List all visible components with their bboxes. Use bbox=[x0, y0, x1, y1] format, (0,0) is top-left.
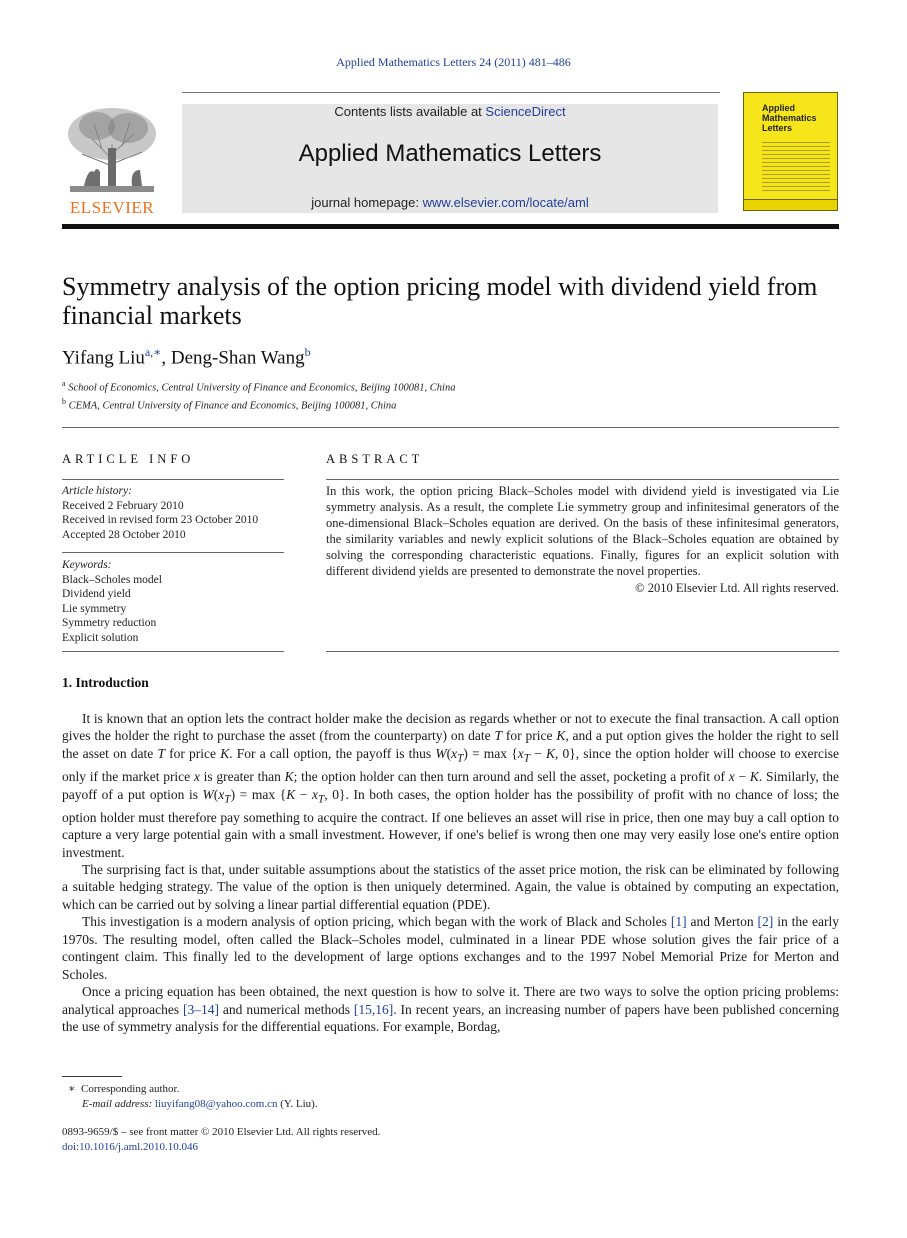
affiliation-b-text: CEMA, Central University of Finance and Economics, Beijing 100081, China bbox=[68, 400, 397, 412]
affiliation-b bbox=[62, 397, 396, 412]
keyword: Symmetry reduction bbox=[62, 617, 157, 629]
abstract-text: In this work, the option pricing Black–Scholes model with dividend yield is investigated via Lie symmetry analysis. As a result, the complete Lie symmetry group and infinitesimal generators of the one-dimensional Black–Scholes equation are derived. On the basis of these infinitesimal generators, the similarity variables and newly explicit solutions of the Black–Scholes equation are obtained by solving the corresponding characteristic equations. Finally, figures for an explicit solution with different dividend yields are presented to demonstrate the novel properties. bbox=[326, 484, 839, 579]
article-title: Symmetry analysis of the option pricing model with dividend yield from financial markets bbox=[62, 272, 818, 330]
keyword: Lie symmetry bbox=[62, 602, 127, 615]
affiliation-a-text: School of Economics, Central University of Finance and Economics, Beijing 100081, China bbox=[68, 382, 456, 394]
email-suffix: (Y. Liu). bbox=[277, 1098, 318, 1110]
homepage-link[interactable]: www.elsevier.com/locate/aml bbox=[422, 195, 589, 210]
doi-link[interactable]: doi:10.1016/j.aml.2010.10.046 bbox=[62, 1141, 198, 1153]
keywords bbox=[62, 558, 284, 645]
email-label: E-mail address: bbox=[82, 1098, 153, 1110]
homepage-line bbox=[182, 195, 718, 210]
affiliation-a-mark: a bbox=[62, 379, 66, 388]
homepage-prefix: journal homepage: bbox=[311, 195, 423, 210]
author-list bbox=[62, 345, 311, 369]
author-2-affil-mark[interactable]: b bbox=[304, 345, 311, 359]
author-1: Yifang Liu bbox=[62, 347, 145, 369]
history-item: Accepted 28 October 2010 bbox=[62, 528, 186, 541]
journal-cover-thumbnail[interactable] bbox=[743, 92, 838, 211]
citation-link[interactable]: [1] bbox=[670, 914, 687, 930]
header-rule bbox=[62, 224, 839, 229]
abstract-rule bbox=[326, 479, 839, 480]
sciencedirect-link[interactable]: ScienceDirect bbox=[485, 104, 566, 119]
journal-name: Applied Mathematics Letters bbox=[298, 140, 602, 167]
footnote-corresponding bbox=[68, 1082, 179, 1095]
paragraph-1: It is known that an option lets the contract holder make the decision as regards whether or not to execute the final transaction. A call option gives the holder the right to purchase the asset (from the counterparty) on date T for price K, and a put option gives the holder the right to sell the asset on date T for price K. For a call option, the payoff is thus $W(x_T) = \max \{x_T - K$, 0}, since the option holder will choose to exercise only if the market price x is greater than K; the option holder can then turn around and sell the asset, pocketing a profit of x − K. Similarly, the payoff of a put option is $W(x_T) = \max \{K - x_T$, 0}. In both cases, the option holder has the possibility of profit with no chance of loss; the option holder must therefore pay something to acquire the contract. If one believes an asset will rise in price, then one may buy a call option to capture a very large potential gain with a small investment. However, if one's belief is wrong then one may very easily lose one's entire option investment. bbox=[62, 711, 840, 860]
author-separator: , bbox=[161, 347, 171, 369]
introduction-body bbox=[62, 710, 839, 1036]
citation-link[interactable]: [15,16] bbox=[353, 1001, 394, 1017]
author-1-affil-mark[interactable]: a,∗ bbox=[144, 345, 162, 359]
keyword: Dividend yield bbox=[62, 588, 131, 600]
paragraph-2: The surprising fact is that, under suitable assumptions about the statistics of the asset price motion, the risk can be eliminated by following a suitable hedging strategy. The value of the option is then uniquely determined. Again, the value is obtained by computing an expectation, which can be carried out by solving a linear partial differential equation (PDE). bbox=[62, 862, 839, 912]
keywords-label: Keywords: bbox=[62, 559, 112, 571]
section-rule bbox=[62, 427, 839, 428]
citation-link[interactable]: [2] bbox=[757, 914, 774, 930]
abstract-heading: ABSTRACT bbox=[326, 452, 424, 466]
footnote-mark: ∗ bbox=[68, 1083, 76, 1095]
article-info-rule bbox=[62, 479, 284, 480]
abstract-body bbox=[326, 483, 839, 596]
journal-masthead bbox=[62, 92, 839, 226]
keyword: Explicit solution bbox=[62, 631, 139, 644]
paragraph-4: Once a pricing equation has been obtained, the next question is how to solve it. There are two ways to solve the option pricing problems: analytical approaches [3–14] and numerical methods [15,16]. In recent years, an increasing number of papers have been published concerning the use of symmetry analysis for the differential equations. For example, Bordag, bbox=[62, 984, 839, 1035]
affiliation-b-mark: b bbox=[62, 397, 66, 406]
article-info-rule bbox=[62, 552, 284, 553]
cover-text-lines bbox=[762, 139, 830, 191]
keyword: Black–Scholes model bbox=[62, 573, 162, 586]
masthead-top-rule bbox=[182, 92, 720, 93]
contents-prefix: Contents lists available at bbox=[334, 104, 486, 119]
contents-line bbox=[182, 104, 718, 119]
footnote-corresponding-text: Corresponding author. bbox=[80, 1083, 180, 1095]
paragraph-3: This investigation is a modern analysis of option pricing, which began with the work of Black and Scholes [1] and Merton [2] in the early 1970s. The resulting model, often called the Black–Scholes model, culminated in a linear PDE whose solution gives the fair price of a contingent claim. This finally led to the development of large options exchanges and to the 1997 Nobel Memorial Prize for Merton and Scholes. bbox=[62, 914, 839, 982]
cover-footer bbox=[744, 199, 837, 210]
elsevier-logo[interactable] bbox=[62, 104, 162, 216]
article-info-heading: ARTICLE INFO bbox=[62, 452, 195, 466]
email-link[interactable]: liuyifang08@yahoo.com.cn bbox=[154, 1098, 278, 1110]
elsevier-wordmark: ELSEVIER bbox=[69, 198, 155, 217]
journal-banner bbox=[182, 104, 718, 213]
history-label: Article history: bbox=[62, 485, 132, 497]
footnote-email bbox=[82, 1098, 318, 1110]
article-history bbox=[62, 484, 284, 542]
citation-link[interactable]: [3–14] bbox=[183, 1001, 220, 1017]
history-item: Received 2 February 2010 bbox=[62, 499, 184, 512]
elsevier-tree-icon bbox=[62, 104, 162, 196]
affiliation-a bbox=[62, 379, 455, 394]
author-2: Deng-Shan Wang bbox=[170, 347, 305, 369]
cover-title: Applied Mathematics Letters bbox=[762, 103, 817, 133]
history-item: Received in revised form 23 October 2010 bbox=[62, 514, 259, 526]
article-info-rule bbox=[62, 651, 284, 652]
section-heading-introduction: 1. Introduction bbox=[62, 675, 149, 690]
footnote-rule bbox=[62, 1076, 122, 1077]
journal-citation[interactable]: Applied Mathematics Letters 24 (2011) 481–486 bbox=[336, 55, 571, 69]
abstract-rule bbox=[326, 651, 839, 652]
abstract-copyright: © 2010 Elsevier Ltd. All rights reserved. bbox=[635, 580, 839, 595]
issn-line: 0893-9659/$ – see front matter © 2010 Elsevier Ltd. All rights reserved. bbox=[62, 1126, 381, 1138]
